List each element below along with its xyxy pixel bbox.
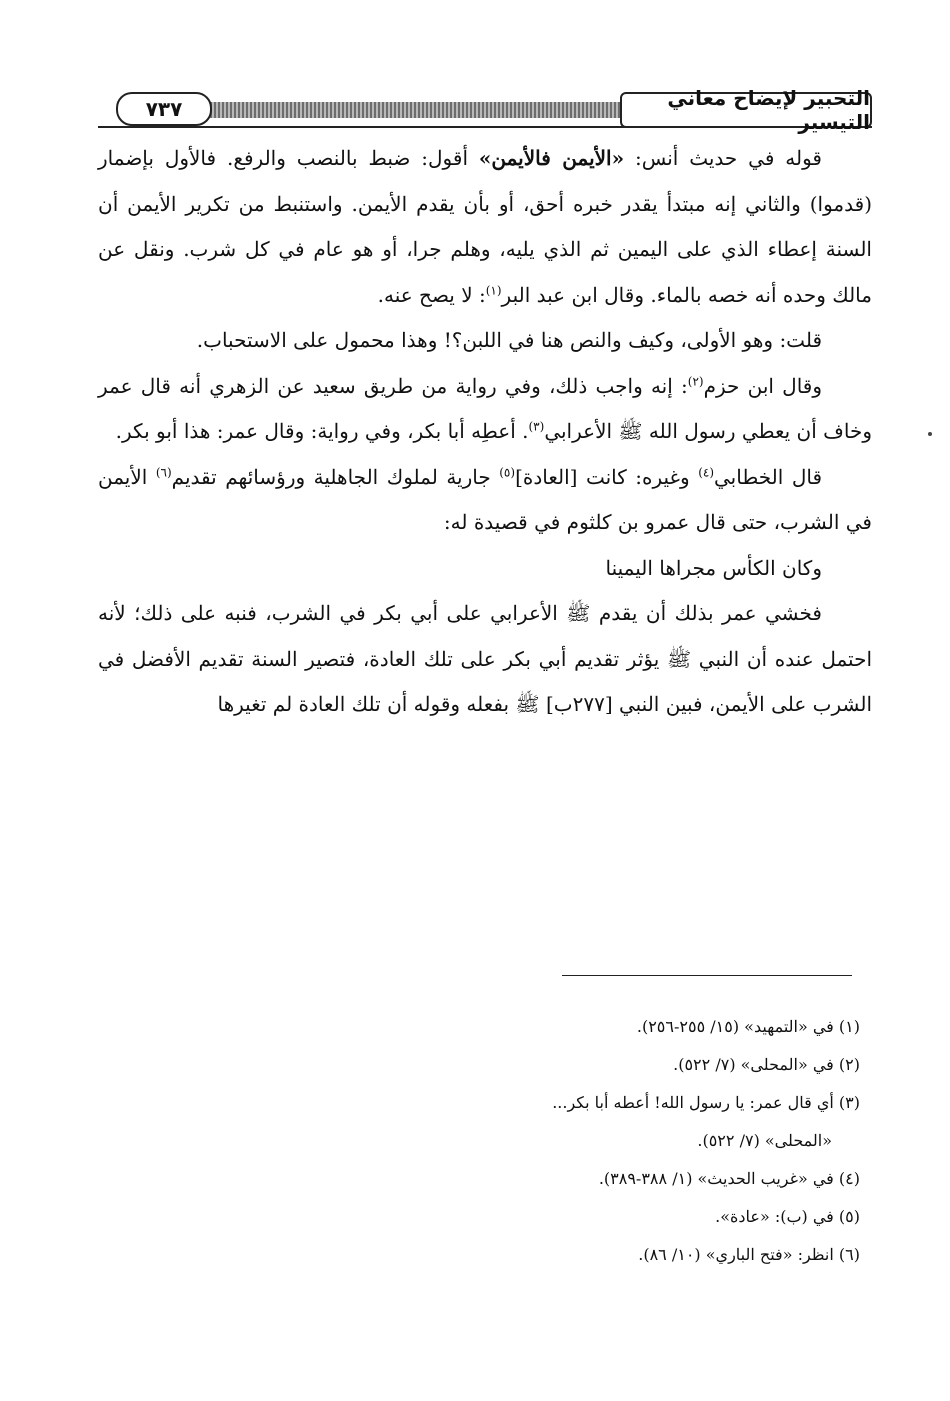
footnotes [98,1008,872,1274]
poetry-verse: وكان الكأس مجراها اليمينا [605,555,822,580]
footnote-4: (٤) في «غريب الحديث» (١/ ٣٨٨-٣٨٩). [598,1169,860,1188]
main-text [98,136,872,728]
paragraph-4 [98,455,872,546]
footnote-separator [562,975,852,976]
footnote-1: (١) في «التمهيد» (١٥/ ٢٥٥-٢٥٦). [636,1017,860,1036]
text-run: وقال ابن حزم [703,373,823,398]
footnote-3-continued: «المحلى» (٧/ ٥٢٢). [697,1131,832,1150]
paragraph-3 [98,364,872,455]
text-run: الأيمن في الشرب، حتى قال عمرو بن كلثوم في قصيدة له: [98,464,872,534]
footnote-5: (٥) في (ب): «عادة». [715,1207,860,1226]
footnote-2: (٢) في «المحلى» (٧/ ٥٢٢). [673,1055,860,1074]
header-decorative-bar [138,102,642,118]
book-title: التحبير لإيضاح معاني التيسير [667,86,870,134]
page-header [98,86,872,134]
footnote-ref-4: (٤) [698,464,715,479]
footnote-ref-1: (١) [485,282,502,297]
page-number: ٧٣٧ [145,97,183,121]
paragraph-5: فخشي عمر بذلك أن يقدم ﷺ الأعرابي على أبي بكر في الشرب، فنبه على ذلك؛ لأنه احتمل عنده أن النبي ﷺ يؤثر تقديم أبي بكر على تلك العادة، فتصير السنة تقديم الأفضل في الشرب على الأيمن، فبين النبي [٢٧٧ب] ﷺ بفعله وقوله أن تلك العادة لم تغيرها [98,601,872,716]
scan-speck [928,432,932,436]
footnote-ref-6: (٦) [155,464,172,479]
text-run: وغيره: كانت [العادة] [515,464,699,489]
text-run: قال الخطابي [714,464,822,489]
footnote-6: (٦) انظر: «فتح الباري» (١٠/ ٨٦). [638,1245,860,1264]
paragraph-2: قلت: وهو الأولى، وكيف والنص هنا في اللبن؟! وهذا محمول على الاستحباب. [196,328,822,352]
footnote-ref-5: (٥) [499,464,516,479]
footnote-3: (٣) أي قال عمر: يا رسول الله! أعطه أبا بكر... [552,1093,860,1112]
text-run: أقول: ضبط بالنصب والرفع. فالأول بإضمار (قدموا) والثاني إنه مبتدأ يقدر خبره أحق، أو بأن يقدم الأيمن. واستنبط من تكرير الأيمن أن السنة إعطاء الذي على اليمين ثم الذي يليه، وهلم جرا، أو هو عام في كل شرب. ونقل عن مالك وحده أنه خصه بالماء. وقال ابن عبد البر [98,146,872,307]
paragraph-1 [98,136,872,318]
page-number-frame [116,92,212,126]
footnote-ref-2: (٢) [687,373,704,388]
text-run: . أعطِه أبا بكر، وفي رواية: وقال عمر: هذا أبو بكر. [115,419,529,443]
footnote-ref-3: (٣) [528,419,545,434]
text-run: : إنه واجب ذلك، وفي رواية من طريق سعيد عن الزهري أنه قال عمر وخاف أن يعطي رسول الله ﷺ الأعرابي [98,373,872,443]
text-run: جارية لملوك الجاهلية ورؤسائهم تقديم [171,464,500,489]
hadith-quote: «الأيمن فالأيمن» [478,146,625,170]
book-title-frame [620,86,872,134]
text-run: قوله في حديث أنس: [624,146,822,170]
text-run: : لا يصح عنه. [377,282,486,307]
